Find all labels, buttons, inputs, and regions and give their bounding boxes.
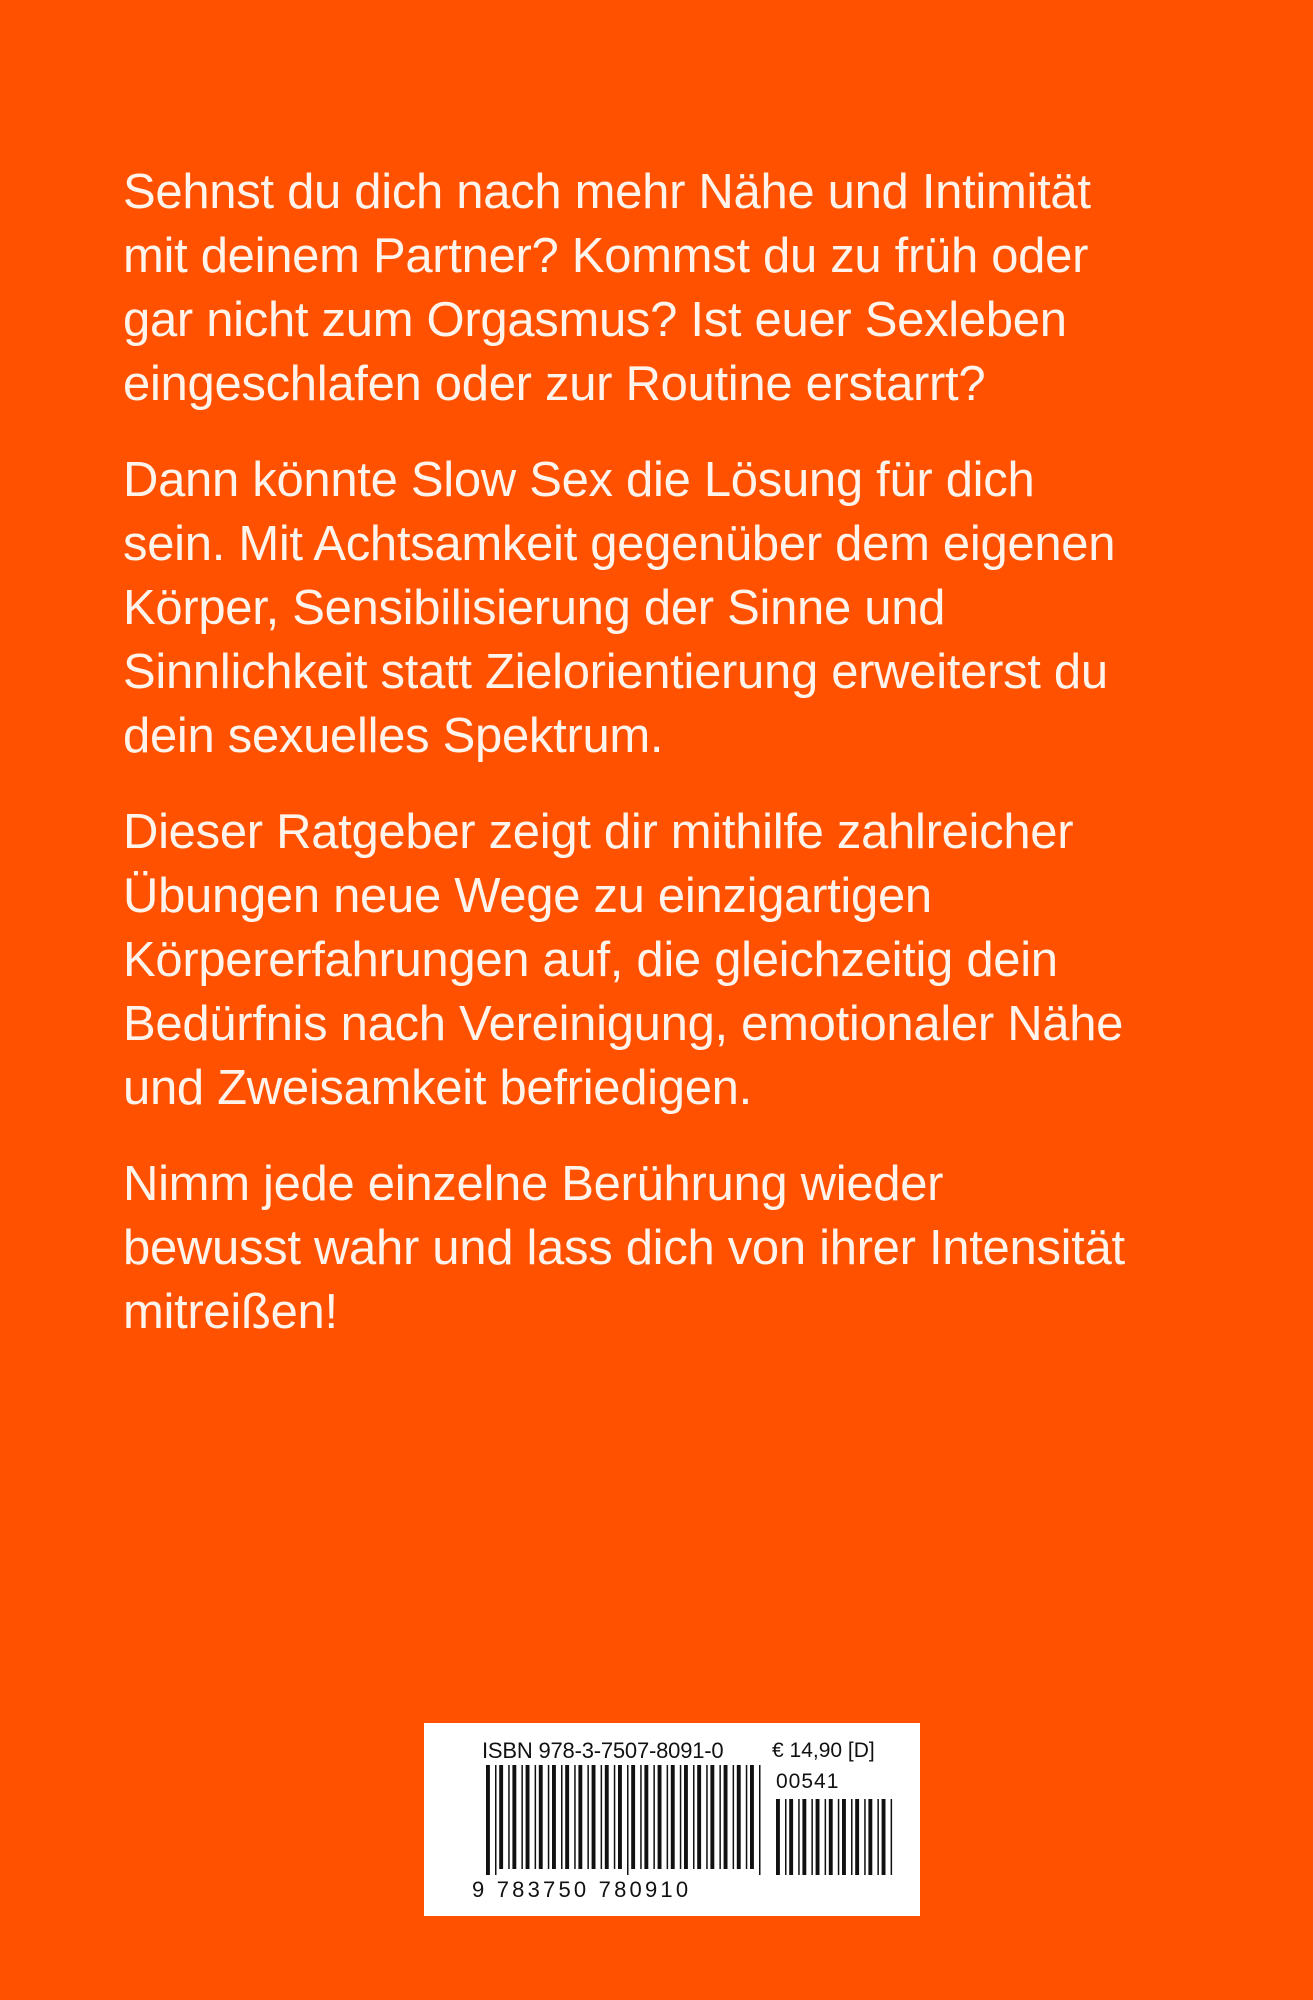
barcode-bar bbox=[851, 1799, 853, 1875]
barcode-bar bbox=[539, 1765, 543, 1869]
barcode-bar bbox=[855, 1799, 859, 1875]
barcode-bar bbox=[710, 1765, 714, 1869]
barcode-bar bbox=[798, 1799, 800, 1875]
barcode-bar bbox=[631, 1765, 635, 1869]
barcode-bar bbox=[512, 1765, 516, 1869]
barcode-bar bbox=[592, 1765, 596, 1869]
addon-barcode bbox=[776, 1799, 898, 1875]
back-cover-blurb bbox=[123, 160, 1213, 1376]
barcode-bar bbox=[864, 1799, 866, 1875]
barcode-bar bbox=[842, 1799, 846, 1875]
barcode-bar bbox=[776, 1799, 780, 1875]
isbn-number: ISBN 978-3-7507-8091-0 bbox=[482, 1738, 724, 1763]
ean-barcode bbox=[486, 1765, 764, 1875]
barcode-bar bbox=[640, 1765, 642, 1869]
barcode-bar bbox=[706, 1765, 708, 1869]
barcode-bar bbox=[697, 1765, 701, 1869]
price-label: € 14,90 [D] bbox=[772, 1739, 875, 1762]
blurb-paragraph-4: Nimm jede einzelne Berührung wieder bewusst wahr und lass dich von ihrer Intensität mitreißen! bbox=[123, 1157, 1125, 1339]
barcode-bar bbox=[785, 1799, 787, 1875]
barcode-bar bbox=[561, 1765, 563, 1869]
blurb-paragraph-3: Dieser Ratgeber zeigt dir mithilfe zahlreicher Übungen neue Wege zu einzigartigen Körpererfahrungen auf, die gleichzeitig dein Bedürfnis nach Vereinigung, emotionaler Nähe und Zweisamkeit befriedigen. bbox=[123, 805, 1124, 1115]
blurb-paragraph-2: Dann könnte Slow Sex die Lösung für dich sein. Mit Achtsamkeit gegenüber dem eigenen Körper, Sensibilisierung der Sinne und Sinnlichkeit statt Zielorientierung erweiterst du dein sexuelles Spektrum. bbox=[123, 453, 1116, 763]
barcode-bar bbox=[684, 1765, 688, 1869]
barcode-bar bbox=[495, 1765, 497, 1875]
barcode-bar bbox=[521, 1765, 523, 1869]
barcode-bar bbox=[653, 1765, 655, 1869]
barcode-bar bbox=[601, 1765, 603, 1869]
barcode-bar bbox=[671, 1765, 675, 1869]
barcode-bar bbox=[719, 1765, 721, 1869]
barcode-bar bbox=[825, 1799, 827, 1875]
barcode-bar bbox=[658, 1765, 662, 1869]
barcode-bar bbox=[759, 1765, 761, 1875]
barcode-bar bbox=[614, 1765, 616, 1869]
blurb-paragraph-1: Sehnst du dich nach mehr Nähe und Intimität mit deinem Partner? Kommst du zu früh oder gar nicht zum Orgasmus? Ist euer Sexleben eingeschlafen oder zur Routine erstarrt? bbox=[123, 165, 1091, 411]
barcode-bar bbox=[535, 1765, 537, 1869]
barcode-bar bbox=[667, 1765, 669, 1869]
barcode-bar bbox=[838, 1799, 840, 1875]
barcode-bar bbox=[724, 1765, 728, 1869]
barcode-bar bbox=[552, 1765, 556, 1869]
barcode-bar bbox=[587, 1765, 589, 1869]
barcode-bar bbox=[605, 1765, 609, 1869]
barcode-bar bbox=[644, 1765, 648, 1869]
barcode-bar bbox=[693, 1765, 695, 1869]
barcode-bar bbox=[877, 1799, 879, 1875]
barcode-bar bbox=[627, 1765, 629, 1875]
barcode-bar bbox=[750, 1765, 754, 1869]
barcode-bar bbox=[499, 1765, 503, 1869]
barcode-bar bbox=[737, 1765, 741, 1869]
price-addon-digits: 00541 bbox=[776, 1770, 840, 1793]
barcode-bar bbox=[486, 1765, 490, 1875]
barcode-bar bbox=[746, 1765, 748, 1869]
barcode-bar bbox=[829, 1799, 833, 1875]
barcode-bar bbox=[816, 1799, 820, 1875]
barcode-bar bbox=[868, 1799, 872, 1875]
barcode-bar bbox=[574, 1765, 576, 1869]
barcode-bar bbox=[548, 1765, 550, 1869]
barcode-bar bbox=[789, 1799, 793, 1875]
barcode-bar bbox=[578, 1765, 582, 1869]
barcode-bar bbox=[802, 1799, 806, 1875]
barcode-label bbox=[424, 1723, 920, 1916]
barcode-bar bbox=[508, 1765, 510, 1869]
barcode-bar bbox=[618, 1765, 622, 1869]
ean-digits: 9 783750 780910 bbox=[472, 1877, 692, 1902]
barcode-bar bbox=[811, 1799, 813, 1875]
barcode-bar bbox=[680, 1765, 682, 1869]
barcode-bar bbox=[733, 1765, 735, 1869]
barcode-bar bbox=[565, 1765, 569, 1869]
barcode-bar bbox=[882, 1799, 886, 1875]
barcode-bar bbox=[891, 1799, 893, 1875]
barcode-bar bbox=[526, 1765, 530, 1869]
